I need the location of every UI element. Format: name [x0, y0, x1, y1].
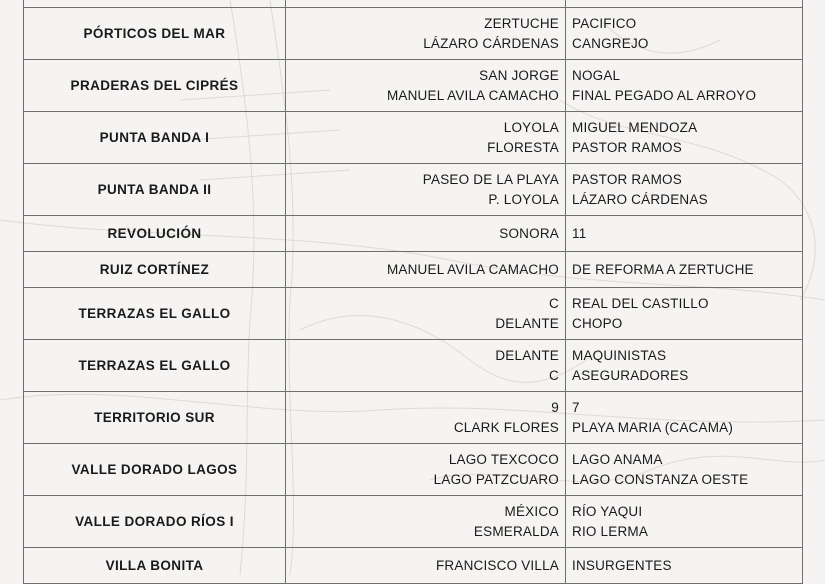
street-name: C [549, 367, 559, 383]
table-row [24, 252, 803, 288]
calles-a-cell [286, 548, 566, 584]
street-name: MIGUEL MENDOZA [572, 119, 698, 135]
street-name: PASTOR RAMOS [572, 139, 682, 155]
street-name: ASEGURADORES [572, 367, 689, 383]
street-name: FLORESTA [487, 139, 559, 155]
colonia-name: PRADERAS DEL CIPRÉS [24, 60, 286, 112]
calles-b-cell [566, 444, 803, 496]
street-name: CANGREJO [572, 35, 649, 51]
colonia-name: REVOLUCIÓN [24, 216, 286, 252]
street-name: DELANTE [495, 347, 559, 363]
calles-a-cell [286, 444, 566, 496]
calles-a-cell [286, 392, 566, 444]
street-name: INSURGENTES [572, 557, 672, 573]
calles-b-cell [566, 496, 803, 548]
calles-a-cell [286, 252, 566, 288]
colonia-name: VILLA BONITA [24, 548, 286, 584]
street-name: CLARK FLORES [453, 419, 559, 435]
colonia-name: TERRAZAS EL GALLO [24, 288, 286, 340]
street-name: DELANTE [495, 315, 559, 331]
street-name: REAL DEL CASTILLO [572, 295, 709, 311]
street-name: DE REFORMA A ZERTUCHE [572, 261, 754, 277]
calles-b-cell [566, 288, 803, 340]
street-name: 9 [551, 399, 559, 415]
street-name: 7 [572, 399, 580, 415]
calles-a-cell [286, 340, 566, 392]
street-name: SAN JORGE [479, 67, 559, 83]
table-row [24, 60, 803, 112]
table-row [24, 496, 803, 548]
calles-a-cell [286, 60, 566, 112]
street-name: 11 [572, 225, 587, 241]
colonia-name: VALLE DORADO RÍOS I [24, 496, 286, 548]
street-name: LAGO TEXCOCO [448, 451, 559, 467]
calles-a-cell [286, 112, 566, 164]
table-row [24, 164, 803, 216]
calles-b-cell [566, 548, 803, 584]
calles-a-cell [286, 496, 566, 548]
street-name: MAQUINISTAS [572, 347, 667, 363]
colonia-name: PUNTA BANDA I [24, 112, 286, 164]
colonia-name: TERRAZAS EL GALLO [24, 340, 286, 392]
table-body [24, 0, 803, 584]
street-name: P. LOYOLA [488, 191, 559, 207]
calles-a-cell [286, 216, 566, 252]
street-name: FINAL PEGADO AL ARROYO [572, 87, 757, 103]
street-name: PLAYA MARIA (CACAMA) [572, 419, 734, 435]
calles-b-cell [566, 8, 803, 60]
street-name: LÁZARO CÁRDENAS [572, 191, 708, 207]
calles-a-cell [286, 288, 566, 340]
calles-b-cell [566, 216, 803, 252]
street-name: LAGO PATZCUARO [433, 471, 559, 487]
colonia-name: PÓRTICOS DEL MAR [24, 8, 286, 60]
table-row [24, 444, 803, 496]
street-name: PASEO DE LA PLAYA [422, 171, 559, 187]
colonia-name: VALLE DORADO LAGOS [24, 444, 286, 496]
street-name: NOGAL [572, 67, 621, 83]
calles-b-cell [566, 392, 803, 444]
street-name: ZERTUCHE [484, 15, 559, 31]
street-name: LÁZARO CÁRDENAS [423, 35, 559, 51]
street-name: MÉXICO [504, 503, 559, 519]
street-name: RIO LERMA [572, 523, 649, 539]
colonia-name: RUIZ CORTÍNEZ [24, 252, 286, 288]
calles-a-cell [286, 8, 566, 60]
table-row [24, 548, 803, 584]
street-name: PACIFICO [572, 15, 637, 31]
street-name: CHOPO [572, 315, 623, 331]
table-row-partial [24, 0, 803, 8]
street-name: RÍO YAQUI [572, 503, 643, 519]
street-name: ESMERALDA [473, 523, 559, 539]
colonia-name: TERRITORIO SUR [24, 392, 286, 444]
street-name: C [549, 295, 559, 311]
street-name: PASTOR RAMOS [572, 171, 682, 187]
calles-b-cell [566, 164, 803, 216]
table-row [24, 340, 803, 392]
street-name: MANUEL AVILA CAMACHO [386, 261, 559, 277]
colonias-table [23, 0, 803, 584]
table-row [24, 8, 803, 60]
street-name: FRANCISCO VILLA [435, 557, 559, 573]
street-name: LAGO ANAMA [572, 451, 663, 467]
table-row [24, 216, 803, 252]
table-row [24, 112, 803, 164]
calles-b-cell [566, 252, 803, 288]
street-name: LOYOLA [503, 119, 559, 135]
calles-a-cell [286, 164, 566, 216]
colonias-table-container [23, 0, 802, 584]
calles-b-cell [566, 112, 803, 164]
street-name: SONORA [499, 225, 559, 241]
street-name: MANUEL AVILA CAMACHO [386, 87, 559, 103]
street-name: LAGO CONSTANZA OESTE [572, 471, 749, 487]
table-row [24, 288, 803, 340]
calles-b-cell [566, 340, 803, 392]
colonia-name: PUNTA BANDA II [24, 164, 286, 216]
table-row [24, 392, 803, 444]
calles-b-cell [566, 60, 803, 112]
